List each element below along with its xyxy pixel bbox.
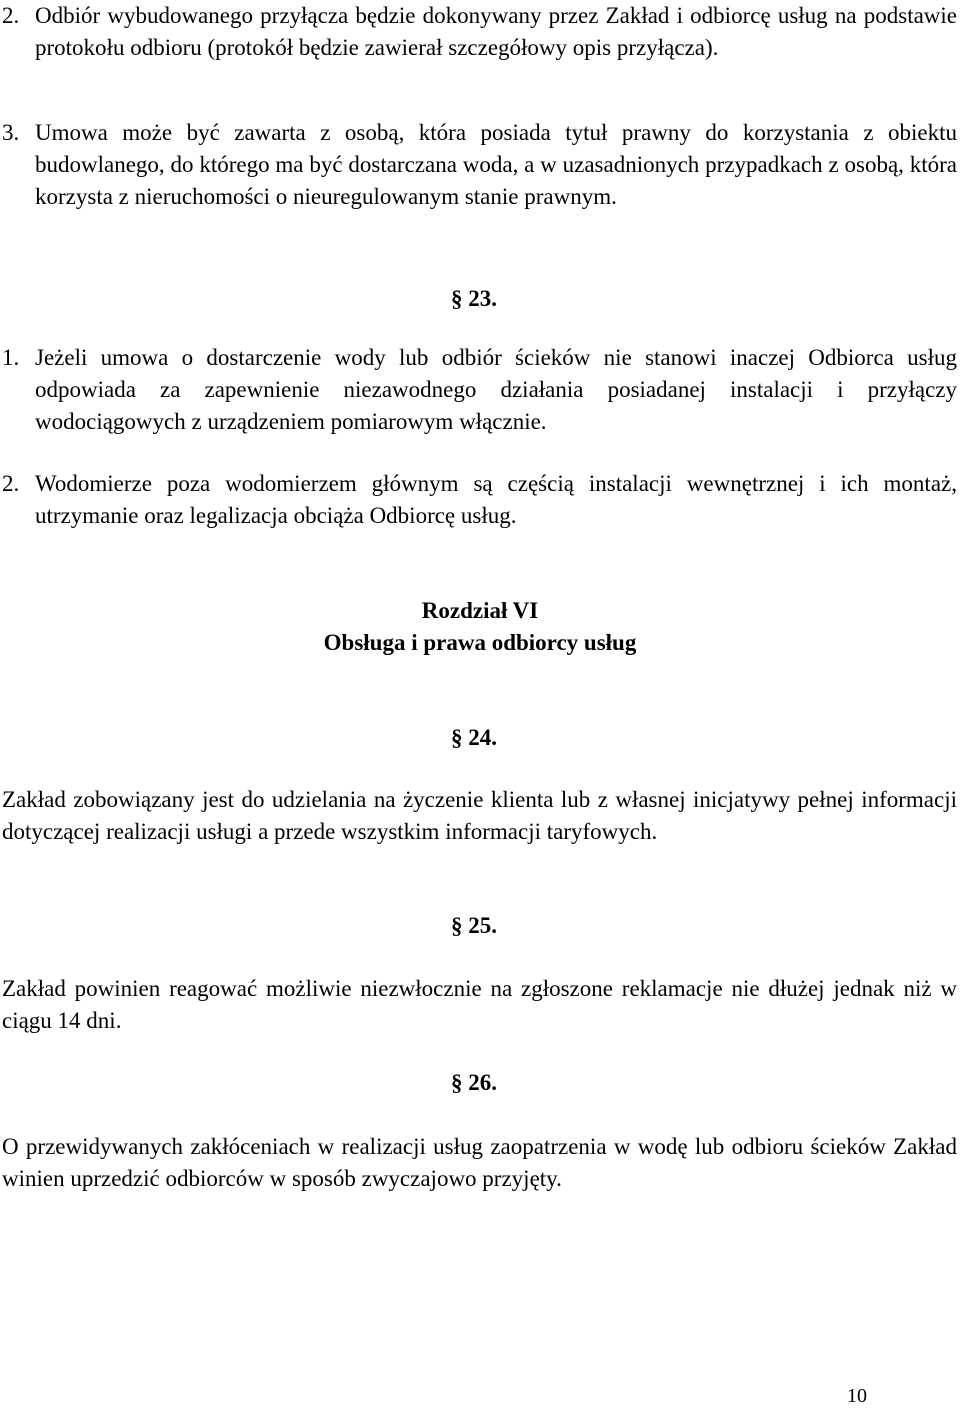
list-item-2 [2, 0, 957, 64]
list-item-text: Odbiór wybudowanego przyłącza będzie dokonywany przez Zakład i odbiorcę usług na podstawie protokołu odbioru (protokół będzie zawierał szczegółowy opis przyłącza). [35, 3, 957, 60]
list-item-number: 2. [2, 471, 20, 496]
section-heading-24: § 24. [451, 725, 497, 750]
list-item-number: 3. [2, 120, 20, 145]
chapter-subtitle: Obsługa i prawa odbiorcy usług [323, 630, 637, 655]
list-item-23-2 [2, 468, 957, 532]
section-heading-23: § 23. [451, 286, 497, 311]
chapter-title: Rozdział VI [421, 598, 539, 623]
list-item-number: 2. [2, 3, 20, 28]
section-text-25: Zakład powinien reagować możliwie niezwłocznie na zgłoszone reklamacje nie dłużej jednak niż w ciągu 14 dni. [2, 976, 957, 1033]
section-text-26: O przewidywanych zakłóceniach w realizacji usług zaopatrzenia w wodę lub odbioru ścieków Zakład winien uprzedzić odbiorców w sposób zwyczajowo przyjęty. [2, 1134, 957, 1191]
list-item-3 [2, 117, 957, 213]
list-item-text: Jeżeli umowa o dostarczenie wody lub odbiór ścieków nie stanowi inaczej Odbiorca usług odpowiada za zapewnienie niezawodnego działania posiadanej instalacji i przyłączy wodociągowych z urządzeniem pomiarowym włącznie. [35, 345, 957, 434]
section-heading-25: § 25. [451, 913, 497, 938]
list-item-number: 1. [2, 345, 20, 370]
list-item-text: Umowa może być zawarta z osobą, która posiada tytuł prawny do korzystania z obiektu budowlanego, do którego ma być dostarczana woda, a w uzasadnionych przypadkach z osobą, która korzysta z nieruchomości o nieuregulowanym stanie prawnym. [35, 120, 957, 209]
section-heading-26: § 26. [451, 1070, 497, 1095]
list-item-23-1 [2, 342, 957, 438]
list-item-text: Wodomierze poza wodomierzem głównym są częścią instalacji wewnętrznej i ich montaż, utrzymanie oraz legalizacja obciąża Odbiorcę usług. [35, 471, 957, 528]
page-number: 10 [847, 1385, 867, 1407]
section-text-24: Zakład zobowiązany jest do udzielania na życzenie klienta lub z własnej inicjatywy pełnej informacji dotyczącej realizacji usługi a przede wszystkim informacji taryfowych. [2, 787, 957, 844]
